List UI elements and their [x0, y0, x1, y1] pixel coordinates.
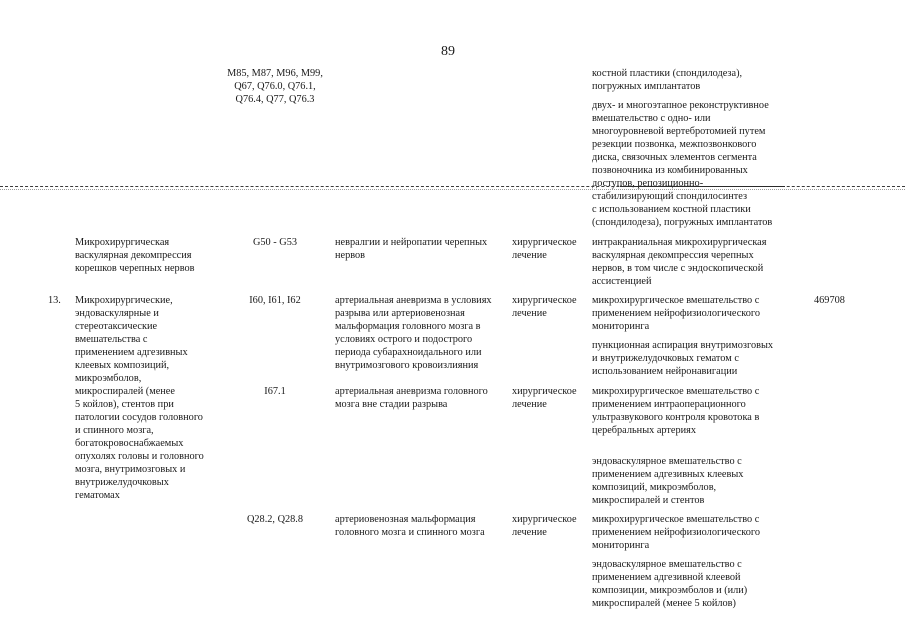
row-name-decompression: Микрохирургическая васкулярная декомпрессия корешков черепных нервов: [75, 237, 195, 274]
method-text-top-2: двух- и многоэтапное реконструктивное вмешательство с одно- или многоуровневой вертебротомией путем резекции позвонка, межпозвонкового диска, связочных элементов сегмента позвоночника из комбинированных доступов, репозиционно- стабилизирующий спондилосинтез с использованием костной пластики (спондилодеза), погружных имплантатов: [592, 100, 773, 228]
row-method-decompression: интракраниальная микрохирургическая васкулярная декомпрессия черепных нервов, в том числе с эндоскопической ассистенцией: [592, 237, 767, 287]
row-codes-decompression: G50 - G53: [252, 237, 298, 248]
diagnosis-codes-top: M85, M87, M96, M99, Q67, Q76.0, Q76.1, Q76.4, Q77, Q76.3: [227, 68, 323, 105]
sub2-codes: I67.1: [264, 386, 286, 397]
row-treatment-decompression: хирургическое лечение: [512, 237, 577, 261]
sub3-model: артериовенозная мальформация головного мозга и спинного мозга: [335, 514, 485, 538]
sub3-codes: Q28.2, Q28.8: [246, 514, 304, 525]
strike-line: [620, 186, 785, 187]
sub2-model: артериальная аневризма головного мозга вне стадии разрыва: [335, 386, 488, 410]
sub3-method-1: микрохирургическое вмешательство с применением нейрофизиологического мониторинга: [592, 514, 761, 551]
sub3-treatment: хирургическое лечение: [512, 514, 577, 538]
sub1-model: артериальная аневризма в условиях разрыва или артериовенозная мальформация головного мозга в условиях острого и подострого периода субарахноидального или внутримозгового кровоизлияния: [335, 295, 492, 371]
row-model-decompression: невралгии и нейропатии черепных нервов: [335, 237, 488, 261]
row-name-13: Микрохирургические, эндоваскулярные и стереотаксические вмешательства с применением адгезивных клеевых композиций, микроэмболов, микроспиралей (менее 5 койлов), стентов при патологии сосудов головного и спинного мозга, богатокровоснабжаемых опухолях головы и головного мозга, внутримозговых и внутрижелудочковых гематомах: [75, 295, 204, 501]
page-number: 89: [441, 44, 455, 59]
page-break-rule-faint: [0, 189, 905, 190]
sub1-codes: I60, I61, I62: [249, 295, 301, 306]
sub1-treatment: хирургическое лечение: [512, 295, 577, 319]
sub2-method-1: микрохирургическое вмешательство с применением интраоперационного ультразвукового контроля кровотока в церебральных артериях: [592, 386, 760, 436]
sub2-treatment: хирургическое лечение: [512, 386, 577, 410]
row-number: 13.: [48, 295, 61, 306]
sub1-method-2: пункционная аспирация внутримозговых и внутрижелудочковых гематом с использованием нейронавигации: [592, 340, 774, 377]
sub3-method-2: эндоваскулярное вмешательство с применением адгезивной клеевой композиции, микроэмболов и (или) микроспиралей (менее 5 койлов): [592, 559, 748, 609]
sub2-method-2: эндоваскулярное вмешательство с применением адгезивных клеевых композиций, микроэмболов, микроспиралей и стентов: [592, 456, 744, 506]
method-text-top-1: костной пластики (спондилодеза), погружных имплантатов: [592, 68, 743, 92]
sub1-method-1: микрохирургическое вмешательство с применением нейрофизиологического мониторинга: [592, 295, 761, 332]
row-cost-13: 469708: [814, 295, 845, 306]
